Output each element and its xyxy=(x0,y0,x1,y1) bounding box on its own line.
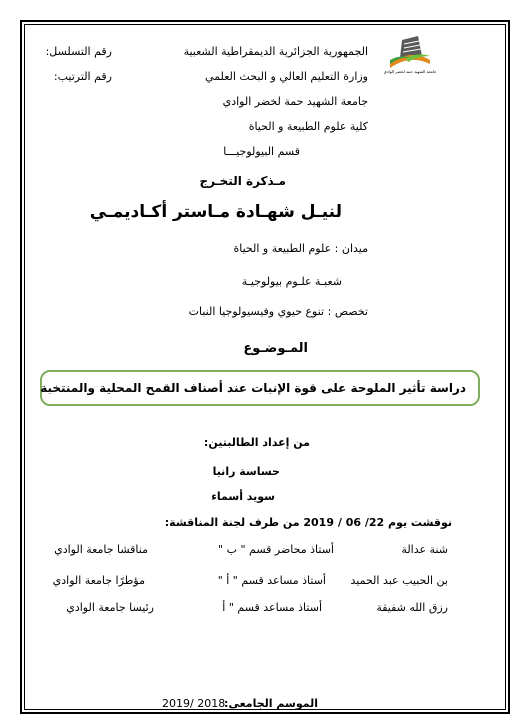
jury-member-name: بن الحبيب عبد الحميد xyxy=(350,574,448,587)
department-line: قسم البيولوجيـــا xyxy=(223,145,300,158)
serial-number-label: رقم التسلسل: xyxy=(45,45,112,58)
field-line: ميدان : علوم الطبيعة و الحياة xyxy=(233,242,368,255)
memo-heading: مـذكرة التخـرج xyxy=(199,174,286,188)
university-logo xyxy=(383,34,437,76)
ministry-line: وزارة التعليم العالي و البحث العلمي xyxy=(205,70,368,83)
republic-line: الجمهورية الجزائرية الديمقراطية الشعبية xyxy=(183,45,368,58)
faculty-line: كلية علوم الطبيعة و الحياة xyxy=(248,120,368,133)
student-name: حساسة رانيا xyxy=(212,465,280,478)
defense-date-line: نوقشت يوم 22/ 06 / 2019 من طرف لجنة المناقشة: xyxy=(164,516,452,529)
jury-member-rank: أستاذ محاضر قسم " ب " xyxy=(218,543,334,556)
branch-line: شعبـة علـوم بيولوجيـة xyxy=(241,275,342,288)
thesis-title-box xyxy=(40,370,480,406)
student-name: سويد أسماء xyxy=(211,490,275,503)
jury-member-name: رزق الله شفيقة xyxy=(376,601,448,614)
thesis-title: دراسة تأثير الملوحة على قوة الإنبات عند أصناف القمح المحلية والمنتخبة xyxy=(40,381,466,395)
degree-heading: لنيـل شهـادة مـاستر أكـاديمـي xyxy=(89,202,342,222)
academic-year-label: الموسم الجامعي: xyxy=(224,697,318,710)
university-line: جامعة الشهيد حمة لخضر الوادي xyxy=(222,95,368,108)
students-label: من إعداد الطالبتين: xyxy=(203,436,310,449)
jury-member-rank: أستاذ مساعد قسم " أ xyxy=(222,601,322,614)
jury-member-role: مؤطرًا جامعة الوادي xyxy=(52,574,145,587)
jury-member-role: رئيسا جامعة الوادي xyxy=(66,601,154,614)
jury-member-name: شنة عدالة xyxy=(401,543,448,556)
svg-text:جامعة الشهيد حمة لخضر الوادي: جامعة الشهيد حمة لخضر الوادي xyxy=(383,69,437,74)
specialty-line: تخصص : تنوع حيوي وفيسيولوجيا النبات xyxy=(188,305,368,318)
jury-member-rank: أستاذ مساعد قسم " أ " xyxy=(217,574,326,587)
academic-year-value: 2019/ 2018 xyxy=(162,697,226,710)
subject-heading: المـوضـوع xyxy=(243,341,308,356)
order-number-label: رقم الترتيب: xyxy=(53,70,112,83)
jury-member-role: مناقشا جامعة الوادي xyxy=(54,543,148,556)
